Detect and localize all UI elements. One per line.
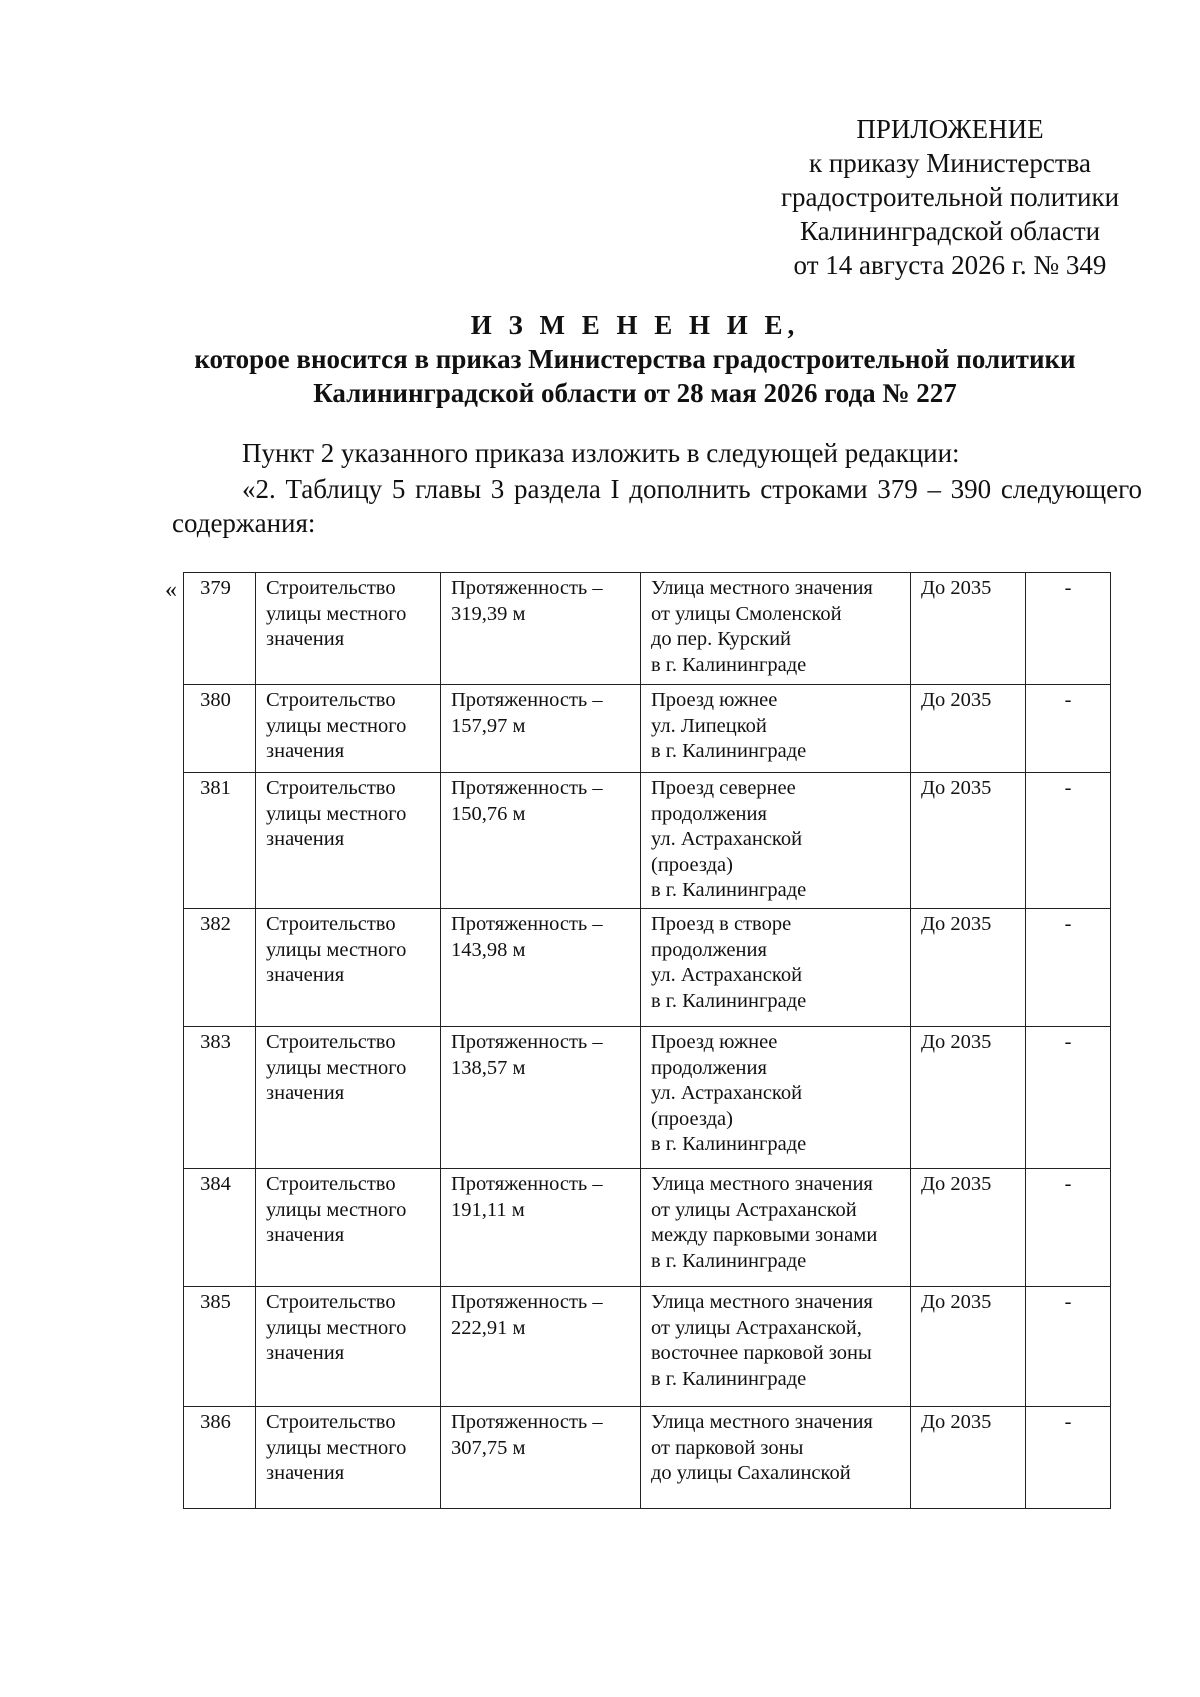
- table-row: [184, 685, 1111, 773]
- term-cell: До 2035: [911, 1027, 1026, 1169]
- work-type-cell-line: значения: [266, 628, 345, 650]
- location-cell: [641, 909, 911, 1027]
- location-cell-line: ул. Астраханской: [651, 1082, 803, 1104]
- location-cell-line: ул. Астраханской: [651, 964, 803, 986]
- work-type-cell-line: улицы местного: [266, 938, 407, 961]
- location-cell-line: в г. Калининграде: [651, 1367, 807, 1390]
- location-cell-line: ул. Астраханской: [651, 828, 803, 850]
- appendix-header: [760, 112, 1140, 282]
- length-cell: [441, 773, 641, 909]
- work-type-cell-line: Строительство: [266, 1291, 396, 1313]
- body-paragraph: Пункт 2 указанного приказа изложить в следующей редакции:: [242, 438, 960, 468]
- location-cell-line: в г. Калининграде: [651, 1249, 807, 1272]
- term-cell: До 2035: [911, 573, 1026, 685]
- table-row: [184, 1169, 1111, 1287]
- location-cell-line: от улицы Астраханской: [651, 1198, 857, 1221]
- length-cell: [441, 1407, 641, 1509]
- location-cell-line: до пер. Курский: [651, 628, 792, 650]
- title-heading: И З М Е Н Е Н И Е,: [470, 310, 800, 340]
- location-cell-line: в г. Калининграде: [651, 1133, 807, 1155]
- work-type-cell-line: улицы местного: [266, 1316, 407, 1339]
- note-cell: -: [1026, 1287, 1111, 1407]
- appendix-line: градостроительной политики: [780, 182, 1120, 212]
- location-cell-line: от парковой зоны: [651, 1436, 804, 1459]
- location-cell-line: в г. Калининграде: [651, 989, 807, 1012]
- work-type-cell-line: значения: [266, 964, 345, 986]
- work-type-cell: [256, 1287, 441, 1407]
- length-cell: [441, 909, 641, 1027]
- work-type-cell-line: улицы местного: [266, 602, 407, 625]
- note-cell: -: [1026, 685, 1111, 773]
- note-cell: -: [1026, 1027, 1111, 1169]
- location-cell: [641, 1027, 911, 1169]
- location-cell-line: Улица местного значения: [651, 1411, 873, 1433]
- note-cell: -: [1026, 573, 1111, 685]
- term-cell: До 2035: [911, 909, 1026, 1027]
- location-cell: [641, 1169, 911, 1287]
- row-number: 381: [184, 773, 256, 909]
- term-cell: До 2035: [911, 773, 1026, 909]
- note-cell: -: [1026, 1169, 1111, 1287]
- work-type-cell: [256, 685, 441, 773]
- location-cell-line: (проезда): [651, 1107, 733, 1130]
- work-type-cell-line: Строительство: [266, 1173, 396, 1195]
- row-number: 383: [184, 1027, 256, 1169]
- length-cell-line: Протяженность –: [451, 913, 603, 935]
- work-type-cell: [256, 573, 441, 685]
- table-row: [184, 1027, 1111, 1169]
- location-cell: [641, 773, 911, 909]
- length-cell-line: 191,11 м: [451, 1198, 525, 1221]
- location-cell-line: продолжения: [651, 1056, 767, 1079]
- length-cell-line: Протяженность –: [451, 577, 603, 599]
- location-cell: [641, 685, 911, 773]
- location-cell-line: Улица местного значения: [651, 1173, 873, 1195]
- term-cell: До 2035: [911, 1169, 1026, 1287]
- length-cell-line: Протяженность –: [451, 1173, 603, 1195]
- term-cell: До 2035: [911, 685, 1026, 773]
- work-type-cell-line: Строительство: [266, 689, 396, 711]
- location-cell-line: Улица местного значения: [651, 577, 873, 599]
- length-cell-line: Протяженность –: [451, 689, 603, 711]
- work-type-cell-line: значения: [266, 828, 345, 850]
- note-cell: -: [1026, 1407, 1111, 1509]
- location-cell-line: Проезд южнее: [651, 689, 778, 711]
- table-body: [184, 573, 1111, 1509]
- location-cell-line: между парковыми зонами: [651, 1224, 878, 1246]
- work-type-cell-line: значения: [266, 740, 345, 762]
- row-number: 379: [184, 573, 256, 685]
- table-row: [184, 773, 1111, 909]
- work-type-cell: [256, 1169, 441, 1287]
- location-cell-line: продолжения: [651, 802, 767, 825]
- appendix-line: Калининградской области: [799, 216, 1101, 246]
- items-table: [183, 572, 1111, 1509]
- length-cell-line: Протяженность –: [451, 1031, 603, 1053]
- work-type-cell-line: улицы местного: [266, 714, 407, 737]
- location-cell-line: Проезд севернее: [651, 777, 796, 799]
- length-cell-line: Протяженность –: [451, 1291, 603, 1313]
- location-cell-line: в г. Калининграде: [651, 740, 807, 762]
- appendix-line: ПРИЛОЖЕНИЕ: [856, 114, 1044, 144]
- location-cell-line: Проезд в створе: [651, 913, 792, 935]
- title-line: Калининградской области от 28 мая 2026 года № 227: [313, 378, 957, 408]
- location-cell-line: Улица местного значения: [651, 1291, 873, 1313]
- document-title: [150, 308, 1120, 410]
- location-cell-line: восточнее парковой зоны: [651, 1342, 872, 1364]
- work-type-cell-line: значения: [266, 1082, 345, 1104]
- work-type-cell-line: Строительство: [266, 913, 396, 935]
- work-type-cell: [256, 1027, 441, 1169]
- location-cell-line: (проезда): [651, 853, 733, 876]
- work-type-cell-line: улицы местного: [266, 802, 407, 825]
- location-cell-line: до улицы Сахалинской: [651, 1462, 851, 1484]
- length-cell: [441, 1169, 641, 1287]
- table-row: [184, 1407, 1111, 1509]
- length-cell-line: Протяженность –: [451, 1411, 603, 1433]
- appendix-line: к приказу Министерства: [808, 148, 1092, 178]
- location-cell: [641, 1407, 911, 1509]
- work-type-cell-line: Строительство: [266, 577, 396, 599]
- work-type-cell: [256, 773, 441, 909]
- table-row: [184, 909, 1111, 1027]
- location-cell: [641, 573, 911, 685]
- row-number: 380: [184, 685, 256, 773]
- table-row: [184, 1287, 1111, 1407]
- location-cell: [641, 1287, 911, 1407]
- work-type-cell-line: значения: [266, 1462, 345, 1484]
- length-cell-line: 307,75 м: [451, 1436, 526, 1459]
- work-type-cell: [256, 1407, 441, 1509]
- length-cell-line: 222,91 м: [451, 1316, 526, 1339]
- location-cell-line: ул. Липецкой: [651, 714, 767, 737]
- length-cell-line: 319,39 м: [451, 602, 526, 625]
- table-row: [184, 573, 1111, 685]
- work-type-cell-line: улицы местного: [266, 1436, 407, 1459]
- work-type-cell-line: улицы местного: [266, 1056, 407, 1079]
- length-cell-line: 157,97 м: [451, 714, 526, 737]
- appendix-line: от 14 августа 2026 г. № 349: [793, 250, 1107, 280]
- row-number: 384: [184, 1169, 256, 1287]
- location-cell-line: продолжения: [651, 938, 767, 961]
- work-type-cell-line: значения: [266, 1342, 345, 1364]
- note-cell: -: [1026, 773, 1111, 909]
- length-cell-line: 138,57 м: [451, 1056, 526, 1079]
- location-cell-line: в г. Калининграде: [651, 653, 807, 676]
- work-type-cell-line: улицы местного: [266, 1198, 407, 1221]
- row-number: 382: [184, 909, 256, 1027]
- length-cell: [441, 573, 641, 685]
- length-cell-line: 143,98 м: [451, 938, 526, 961]
- length-cell: [441, 685, 641, 773]
- term-cell: До 2035: [911, 1287, 1026, 1407]
- location-cell-line: в г. Калининграде: [651, 879, 807, 901]
- table-open-quote: «: [165, 577, 177, 603]
- location-cell-line: Проезд южнее: [651, 1031, 778, 1053]
- location-cell-line: от улицы Астраханской,: [651, 1316, 862, 1339]
- length-cell: [441, 1287, 641, 1407]
- location-cell-line: от улицы Смоленской: [651, 602, 842, 625]
- work-type-cell-line: Строительство: [266, 1031, 396, 1053]
- note-cell: -: [1026, 909, 1111, 1027]
- work-type-cell-line: Строительство: [266, 1411, 396, 1433]
- row-number: 385: [184, 1287, 256, 1407]
- length-cell-line: Протяженность –: [451, 777, 603, 799]
- work-type-cell-line: Строительство: [266, 777, 396, 799]
- length-cell-line: 150,76 м: [451, 802, 526, 825]
- title-line: которое вносится в приказ Министерства градостроительной политики: [194, 344, 1076, 374]
- work-type-cell: [256, 909, 441, 1027]
- row-number: 386: [184, 1407, 256, 1509]
- term-cell: До 2035: [911, 1407, 1026, 1509]
- work-type-cell-line: значения: [266, 1224, 345, 1246]
- length-cell: [441, 1027, 641, 1169]
- body-paragraph: «2. Таблицу 5 главы 3 раздела I дополнить строками 379 – 390 следующего содержания:: [172, 474, 1142, 538]
